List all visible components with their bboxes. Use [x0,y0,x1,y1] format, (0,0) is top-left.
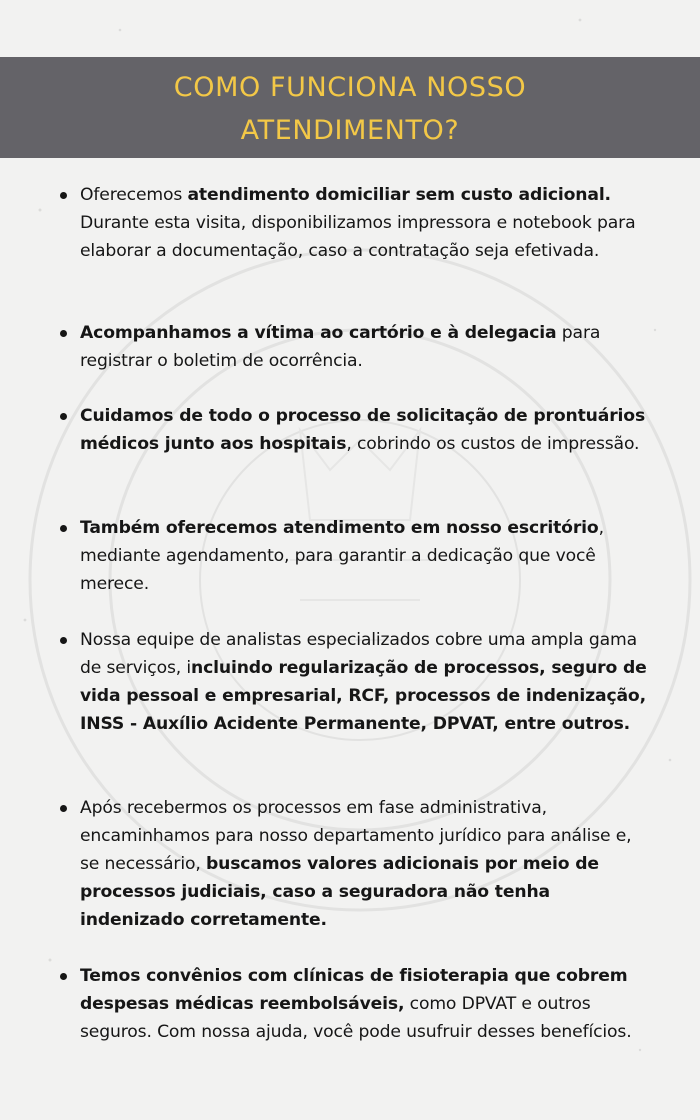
item-text-6: Após recebermos os processos em fase administrativa, encaminhamos para nosso departamento jurídico para análise e, se necessário, buscamos valores adicionais por meio de processos judiciais, caso a seguradora não tenha indenizado corretamente. [80,798,632,930]
service-item-legal-department [80,794,650,934]
bullet-icon [60,973,67,980]
item-text-7: Temos convênios com clínicas de fisioterapia que cobrem despesas médicas reembolsáveis, como DPVAT e outros seguros. Com nossa ajuda, você pode usufruir desses benefícios. [80,966,632,1042]
service-item-analysts [80,626,650,738]
page-title [0,66,700,152]
page-title-line-2: ATENDIMENTO? [240,115,460,146]
service-item-registry-police [80,319,650,375]
service-item-medical-records [80,402,650,458]
bullet-icon [60,330,67,337]
service-item-home-visit [80,181,650,265]
item-text-5: Nossa equipe de analistas especializados cobre uma ampla gama de serviços, incluindo regularização de processos, seguro de vida pessoal e empresarial, RCF, processos de indenização, INSS - Auxílio Acidente Permanente, DPVAT, entre outros. [80,630,647,734]
item-text-3: Cuidamos de todo o processo de solicitação de prontuários médicos junto aos hospitais, cobrindo os custos de impressão. [80,406,646,454]
service-item-physiotherapy [80,962,650,1046]
service-item-office [80,514,650,598]
item-text-1: Oferecemos atendimento domiciliar sem custo adicional. Durante esta visita, disponibilizamos impressora e notebook para elaborar a documentação, caso a contratação seja efetivada. [80,185,636,261]
bullet-icon [60,192,67,199]
bullet-icon [60,525,67,532]
bullet-icon [60,637,67,644]
bullet-icon [60,805,67,812]
header-banner [0,57,700,158]
page-title-line-1: COMO FUNCIONA NOSSO [173,72,527,103]
item-text-2: Acompanhamos a vítima ao cartório e à delegacia para registrar o boletim de ocorrência. [80,323,601,371]
item-text-4: Também oferecemos atendimento em nosso escritório, mediante agendamento, para garantir a dedicação que você merece. [80,518,604,594]
bullet-icon [60,413,67,420]
